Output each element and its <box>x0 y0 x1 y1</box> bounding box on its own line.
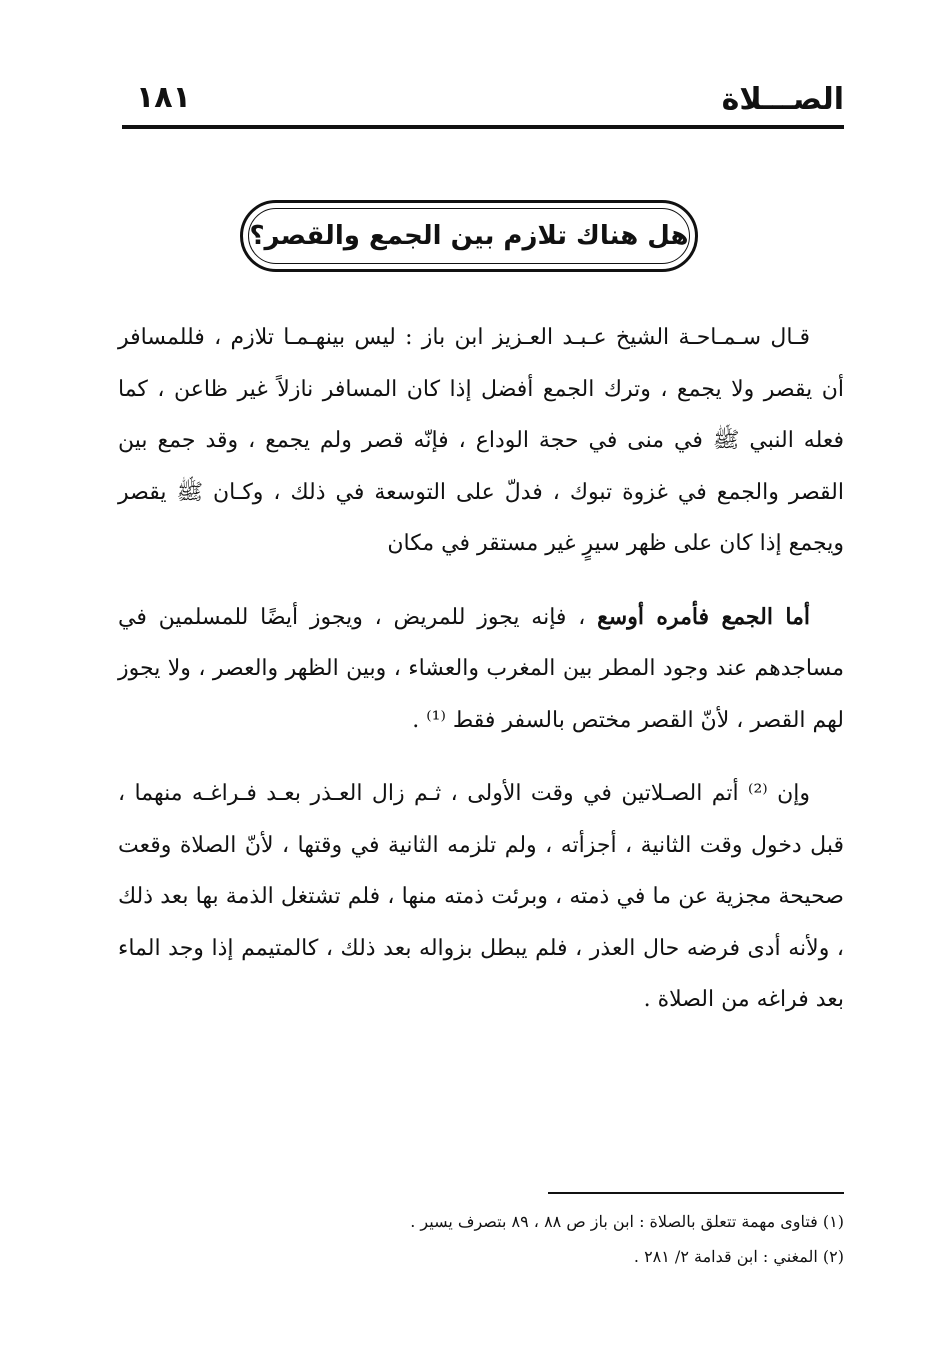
paragraph-lead: أما الجمع فأمره أوسع <box>597 603 810 630</box>
footnote-1: (١) فتاوى مهمة تتعلق بالصلاة : ابن باز ص ٨٨ ، ٨٩ بتصرف يسير . <box>410 1212 844 1231</box>
footnote-rule <box>548 1192 844 1194</box>
paragraph-text: قـال سـمـاحـة الشيخ عـبـد العـزيز ابن باز : ليس بينهـمـا تلازم ، فللمسافر أن يقصر ولا يجمع ، وترك الجمع أفضل إذا كان المسافر نازلاً غير ظاعن ، كما فعله النبي ﷺ في منى في حجة الوداع ، فإنّه قصر ولم يجمع ، وقد جمع بين القصر والجمع في غزوة تبوك ، فدلّ على التوسعة في ذلك ، وكـان ﷺ يقصر ويجمع إذا كان على ظهر سيرٍ غير مستقر في مكان <box>118 325 844 556</box>
page-header <box>122 78 844 122</box>
header-rule <box>122 125 844 129</box>
paragraph-2 <box>118 592 844 747</box>
paragraph-3 <box>118 768 844 1026</box>
paragraph-text: ، فإنه يجوز للمريض ، ويجوز أيضًا للمسلمين في مساجدهم عند وجود المطر بين المغرب والعشاء ، وبين الظهر والعصر ، ولا يجوز لهم القصر ، لأنّ القصر مختص بالسفر فقط ⁽¹⁾ . <box>118 604 844 733</box>
body-text <box>118 312 844 1048</box>
footnotes <box>200 1204 844 1274</box>
page-number: ١٨١ <box>136 80 191 115</box>
paragraph-1 <box>118 312 844 570</box>
footnote-2: (٢) المغني : ابن قدامة ٢/ ٢٨١ . <box>633 1247 844 1266</box>
section-title: هل هناك تلازم بين الجمع والقصر؟ <box>249 221 689 251</box>
section-title-frame <box>240 200 698 272</box>
paragraph-text: وإن ⁽²⁾ أتم الصـلاتين في وقت الأولى ، ثـم زال العـذر بعـد فـراغـه منهما ، قبل دخول وقت الثانية ، أجزأته ، ولم تلزمه الثانية في وقتها ، لأنّ الصلاة وقعت صحيحة مجزية عن ما في ذمته ، وبرئت ذمته منها ، فلم تشتغل الذمة بها بعد ذلك ، ولأنه أدى فرضه حال العذر ، فلم يبطل بزواله بعد ذلك ، كالمتيمم إذا وجد الماء بعد فراغه من الصلاة . <box>118 781 844 1012</box>
running-head-title: الصـــلاة <box>721 82 844 117</box>
